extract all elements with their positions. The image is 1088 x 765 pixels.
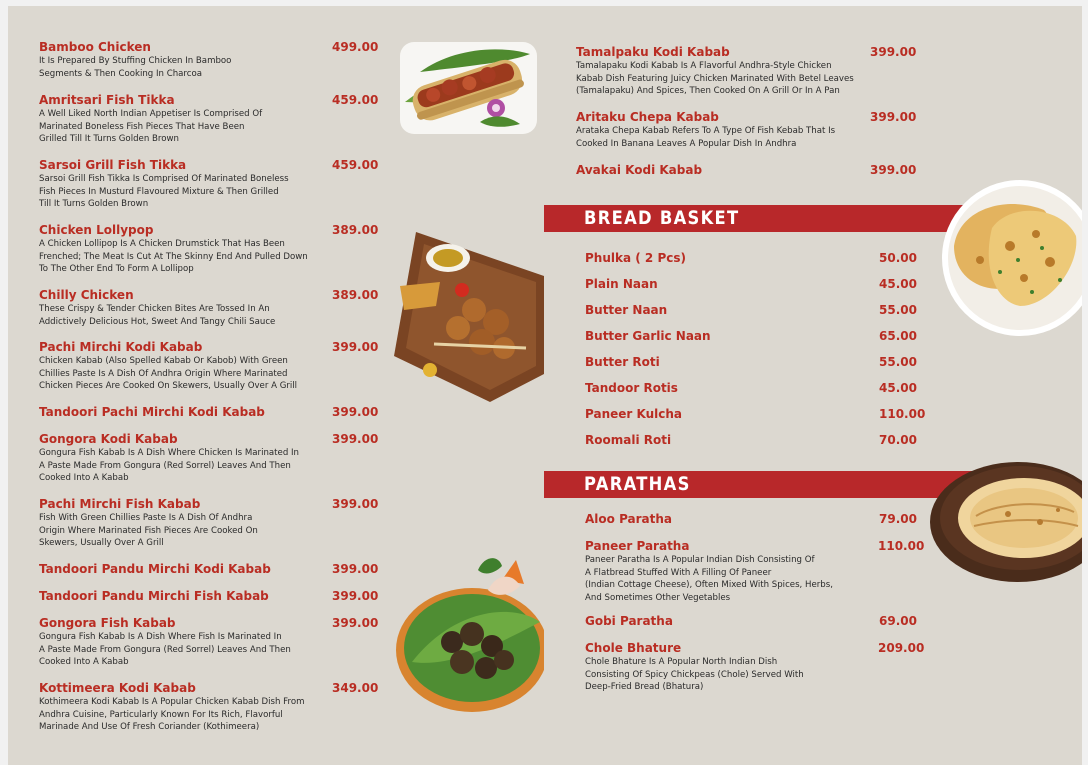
menu-item [39,340,379,392]
item-description: Kothimeera Kodi Kabab Is A Popular Chicken Kabab Dish From Andhra Cuisine, Particularly Known For Its Rich, Flavorful Marinade And Use Of Fresh Coriander (Kothimeera) [39,697,305,733]
item-price: 65.00 [879,329,917,343]
item-price: 389.00 [332,288,379,302]
item-price: 399.00 [332,497,379,511]
item-name: Amritsari Fish Tikka [39,93,175,107]
paratha-item [585,614,925,630]
menu-item [39,288,379,328]
item-price: 389.00 [332,223,379,237]
menu-item [576,110,936,150]
item-name: Chilly Chicken [39,288,134,302]
item-description: It Is Prepared By Stuffing Chicken In Bamboo Segments & Then Cooking In Charcoa [39,56,232,79]
bread-item [585,251,925,267]
bread-basket-header [544,205,984,232]
item-name: Gongora Fish Kabab [39,616,176,630]
item-description: These Crispy & Tender Chicken Bites Are Tossed In An Addictively Delicious Hot, Sweet And Tangy Chili Sauce [39,304,276,327]
item-description: Gongura Fish Kabab Is A Dish Where Fish Is Marinated In A Paste Made From Gongura (Red Sorrel) Leaves And Then Cooked Into A Kabab [39,632,291,668]
item-name: Tamalpaku Kodi Kabab [576,45,730,59]
menu-item [39,616,379,668]
item-name: Paneer Kulcha [585,407,682,421]
item-price: 399.00 [870,45,917,59]
item-name: Chole Bhature [585,641,682,655]
item-description: A Well Liked North Indian Appetiser Is Comprised Of Marinated Boneless Fish Pieces That Have Been Grilled Till It Turns Golden Brown [39,109,263,145]
menu-item [39,40,379,80]
item-price: 399.00 [332,562,379,576]
item-price: 399.00 [332,589,379,603]
item-price: 399.00 [332,616,379,630]
item-name: Gongora Kodi Kabab [39,432,178,446]
item-price: 69.00 [879,614,917,628]
item-price: 209.00 [878,641,925,655]
bread-item [585,329,925,345]
item-price: 110.00 [878,539,925,553]
item-description: Chole Bhature Is A Popular North Indian Dish Consisting Of Spicy Chickpeas (Chole) Served With Deep-Fried Bread (Bhatura) [585,657,804,693]
bread-item [585,355,925,371]
item-price: 70.00 [879,433,917,447]
item-price: 399.00 [332,405,379,419]
menu-item [39,432,379,484]
item-name: Butter Naan [585,303,668,317]
item-name: Pachi Mirchi Fish Kabab [39,497,201,511]
item-name: Pachi Mirchi Kodi Kabab [39,340,203,354]
item-description: Sarsoi Grill Fish Tikka Is Comprised Of Marinated Boneless Fish Pieces In Musturd Flavoured Mixture & Then Grilled Till It Turns Golden Brown [39,174,289,210]
item-description: Fish With Green Chillies Paste Is A Dish Of Andhra Origin Where Marinated Fish Pieces Are Cooked On Skewers, Usually Over A Grill [39,513,258,549]
item-description: A Chicken Lollipop Is A Chicken Drumstick That Has Been Frenched; The Meat Is Cut At The Skinny End And Pulled Down To The Other End To Form A Lollipop [39,239,308,275]
item-name: Tandoori Pachi Mirchi Kodi Kabab [39,405,265,419]
item-price: 399.00 [870,110,917,124]
menu-item [576,45,936,97]
naan-plate-photo [940,176,1082,338]
parathas-header [544,471,984,498]
item-description: Gongura Fish Kabab Is A Dish Where Chicken Is Marinated In A Paste Made From Gongura (Red Sorrel) Leaves And Then Cooked Into A Kabab [39,448,300,484]
bread-item [585,277,925,293]
bread-item [585,303,925,319]
item-name: Gobi Paratha [585,614,673,628]
item-description: Tamalapaku Kodi Kabab Is A Flavorful Andhra-Style Chicken Kabab Dish Featuring Juicy Chicken Marinated With Betel Leaves (Tamalapaku) And Spices, Then Cooked On A Grill Or In A Pan [576,61,854,97]
item-price: 45.00 [879,277,917,291]
menu-item [39,158,379,210]
item-name: Sarsoi Grill Fish Tikka [39,158,187,172]
item-price: 499.00 [332,40,379,54]
item-name: Tandoori Pandu Mirchi Fish Kabab [39,589,269,603]
item-name: Tandoori Pandu Mirchi Kodi Kabab [39,562,271,576]
item-price: 399.00 [870,163,917,177]
bread-item [585,407,925,423]
item-name: Phulka ( 2 Pcs) [585,251,686,265]
item-name: Kottimeera Kodi Kabab [39,681,196,695]
item-price: 399.00 [332,432,379,446]
menu-item [39,223,379,275]
item-name: Tandoor Rotis [585,381,678,395]
paratha-item [585,641,925,693]
bamboo-chicken-photo [400,42,537,134]
item-name: Bamboo Chicken [39,40,151,54]
item-name: Aloo Paratha [585,512,673,526]
menu-item [576,163,936,179]
bread-item [585,433,925,449]
item-price: 55.00 [879,303,917,317]
menu-item [39,562,379,578]
chicken-kabab-board-photo [386,224,544,409]
item-price: 45.00 [879,381,917,395]
item-price: 349.00 [332,681,379,695]
menu-item [39,681,379,733]
menu-item [39,589,379,605]
section-title: BREAD BASKET [584,207,740,229]
item-description: Chicken Kabab (Also Spelled Kabab Or Kabob) With Green Chillies Paste Is A Dish Of Andhra Origin Where Marinated Chicken Pieces Are Cooked On Skewers, Usually Over A Grill [39,356,298,392]
item-description: Arataka Chepa Kabab Refers To A Type Of Fish Kebab That Is Cooked In Banana Leaves A Popular Dish In Andhra [576,126,836,149]
item-price: 110.00 [879,407,926,421]
item-description: Paneer Paratha Is A Popular Indian Dish Consisting Of A Flatbread Stuffed With A Filling Of Paneer (Indian Cottage Cheese), Often Mixed With Spices, Herbs, And Sometimes Other Vegetables [585,555,833,603]
item-name: Paneer Paratha [585,539,690,553]
item-name: Aritaku Chepa Kabab [576,110,719,124]
paratha-item [585,539,925,603]
item-price: 399.00 [332,340,379,354]
item-name: Butter Garlic Naan [585,329,711,343]
item-price: 55.00 [879,355,917,369]
menu-page [8,6,1082,765]
item-name: Plain Naan [585,277,658,291]
item-price: 459.00 [332,158,379,172]
banana-leaf-kabab-photo [392,550,544,718]
item-name: Avakai Kodi Kabab [576,163,703,177]
item-name: Roomali Roti [585,433,672,447]
item-price: 50.00 [879,251,917,265]
paratha-plate-photo [928,456,1082,586]
section-title: PARATHAS [584,473,691,495]
menu-item [39,497,379,549]
item-price: 79.00 [879,512,917,526]
item-name: Chicken Lollypop [39,223,154,237]
bread-item [585,381,925,397]
menu-item [39,405,379,421]
item-price: 459.00 [332,93,379,107]
menu-item [39,93,379,145]
item-name: Butter Roti [585,355,660,369]
paratha-item [585,512,925,528]
